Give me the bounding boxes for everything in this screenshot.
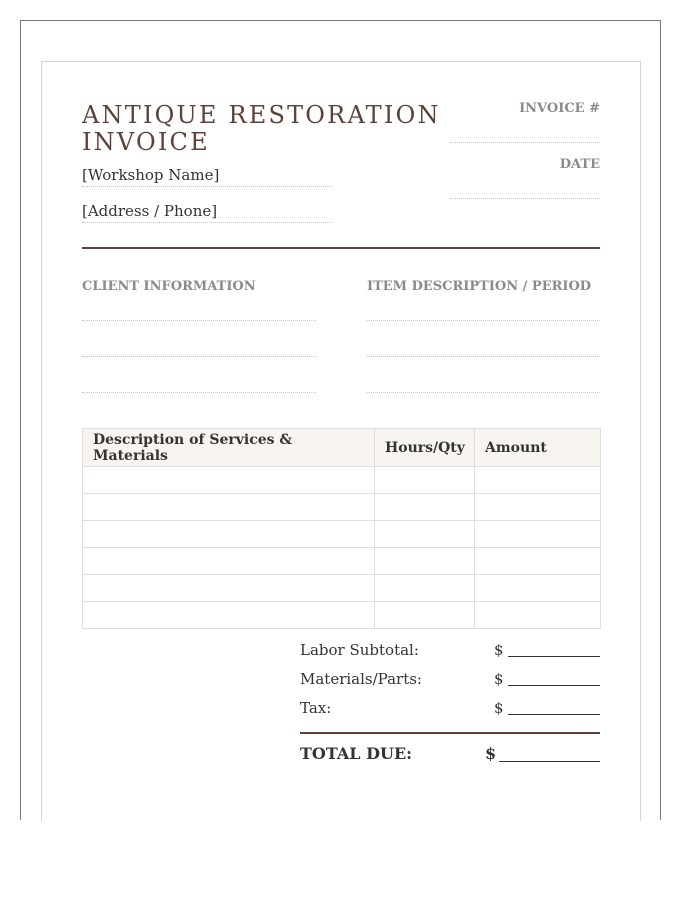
table-cell[interactable] bbox=[83, 467, 375, 494]
client-line-2[interactable] bbox=[82, 356, 316, 357]
table-cell[interactable] bbox=[475, 548, 601, 575]
table-cell[interactable] bbox=[83, 575, 375, 602]
title-line-1: ANTIQUE RESTORATION bbox=[82, 101, 441, 129]
date-label: DATE bbox=[559, 157, 600, 172]
materials-parts-field[interactable] bbox=[508, 685, 600, 686]
table-cell[interactable] bbox=[375, 602, 475, 629]
table-row bbox=[83, 602, 601, 629]
table-row bbox=[83, 548, 601, 575]
item-line-2[interactable] bbox=[367, 356, 600, 357]
table-cell[interactable] bbox=[375, 467, 475, 494]
materials-parts-label: Materials/Parts: bbox=[300, 670, 422, 688]
total-due-label: TOTAL DUE: bbox=[300, 744, 413, 763]
table-cell[interactable] bbox=[375, 575, 475, 602]
address-phone[interactable]: [Address / Phone] bbox=[82, 202, 218, 220]
tax-field[interactable] bbox=[508, 714, 600, 715]
tax-label: Tax: bbox=[300, 699, 332, 717]
item-line-3[interactable] bbox=[367, 392, 600, 393]
table-row bbox=[83, 494, 601, 521]
table-cell[interactable] bbox=[83, 602, 375, 629]
table-cell[interactable] bbox=[83, 521, 375, 548]
table-cell[interactable] bbox=[83, 494, 375, 521]
table-cell[interactable] bbox=[375, 521, 475, 548]
totals-divider bbox=[300, 732, 600, 734]
item-description-label: ITEM DESCRIPTION / PERIOD bbox=[367, 279, 592, 294]
date-field[interactable] bbox=[450, 198, 600, 199]
workshop-name-line bbox=[82, 186, 332, 187]
invoice-number-field[interactable] bbox=[450, 142, 600, 143]
services-table bbox=[82, 428, 601, 629]
client-line-3[interactable] bbox=[82, 392, 316, 393]
column-header-description: Description of Services & Materials bbox=[83, 429, 375, 467]
item-line-1[interactable] bbox=[367, 320, 600, 321]
materials-parts-currency: $ bbox=[494, 670, 504, 688]
table-cell[interactable] bbox=[475, 602, 601, 629]
table-cell[interactable] bbox=[375, 494, 475, 521]
tax-currency: $ bbox=[494, 699, 504, 717]
table-row bbox=[83, 467, 601, 494]
table-cell[interactable] bbox=[475, 575, 601, 602]
client-line-1[interactable] bbox=[82, 320, 316, 321]
total-due-field[interactable] bbox=[499, 761, 600, 762]
invoice-number-label: INVOICE # bbox=[519, 101, 600, 116]
labor-subtotal-label: Labor Subtotal: bbox=[300, 641, 419, 659]
labor-subtotal-currency: $ bbox=[494, 641, 504, 659]
labor-subtotal-field[interactable] bbox=[508, 656, 600, 657]
header-divider bbox=[82, 247, 600, 249]
invoice-title bbox=[82, 102, 441, 156]
workshop-name[interactable]: [Workshop Name] bbox=[82, 166, 220, 184]
table-header-row bbox=[83, 429, 601, 467]
column-header-amount: Amount bbox=[475, 429, 601, 467]
table-cell[interactable] bbox=[475, 521, 601, 548]
table-cell[interactable] bbox=[83, 548, 375, 575]
table-row bbox=[83, 575, 601, 602]
client-information-label: CLIENT INFORMATION bbox=[82, 279, 256, 294]
table-cell[interactable] bbox=[375, 548, 475, 575]
column-header-hours-qty: Hours/Qty bbox=[375, 429, 475, 467]
title-line-2: INVOICE bbox=[82, 128, 210, 156]
table-cell[interactable] bbox=[475, 494, 601, 521]
table-cell[interactable] bbox=[475, 467, 601, 494]
address-phone-line bbox=[82, 222, 332, 223]
total-due-currency: $ bbox=[485, 744, 497, 763]
table-row bbox=[83, 521, 601, 548]
